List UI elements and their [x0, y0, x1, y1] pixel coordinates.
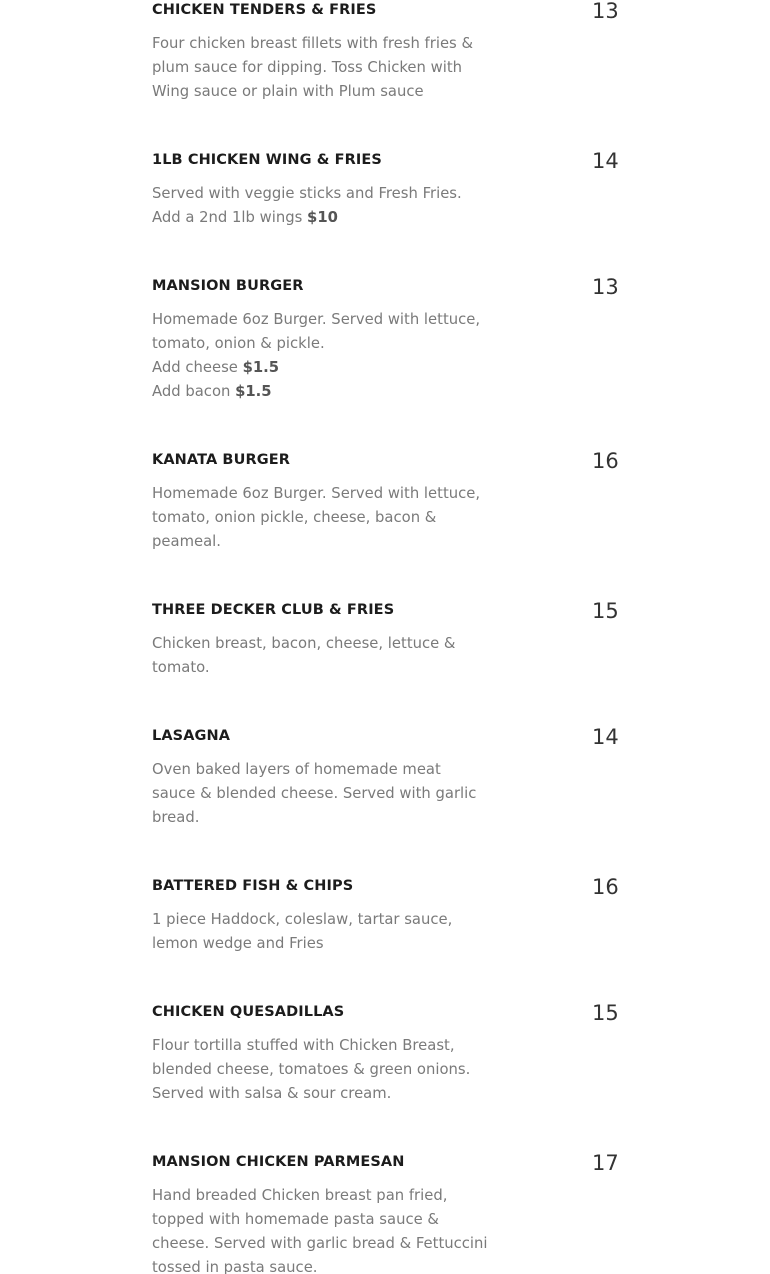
menu-item-price: 16 [592, 875, 619, 899]
description-text: Homemade 6oz Burger. Served with lettuce, [152, 485, 481, 502]
description-text: Four chicken breast fillets with fresh fries & [152, 35, 474, 52]
addon-price: $1.5 [235, 383, 272, 400]
menu-item-description [152, 308, 487, 404]
description-line [152, 932, 487, 956]
menu-item-description [152, 32, 487, 104]
description-text: peameal. [152, 533, 221, 550]
description-text: 1 piece Haddock, coleslaw, tartar sauce, [152, 911, 453, 928]
description-line [152, 1256, 487, 1274]
description-line [152, 182, 487, 206]
description-text: Flour tortilla stuffed with Chicken Breast, [152, 1037, 455, 1054]
menu-item-description [152, 1184, 487, 1274]
description-line [152, 530, 487, 554]
menu-item-name: LASAGNA [152, 728, 231, 744]
description-text: lemon wedge and Fries [152, 935, 324, 952]
description-text: Add bacon [152, 383, 236, 400]
menu-item-name: 1LB CHICKEN WING & FRIES [152, 152, 382, 168]
description-text: cheese. Served with garlic bread & Fettuccini [152, 1235, 488, 1252]
description-line [152, 80, 487, 104]
menu-item-description [152, 908, 487, 956]
description-text: Add a 2nd 1lb wings [152, 209, 308, 226]
description-text: topped with homemade pasta sauce & [152, 1211, 439, 1228]
description-text: tomato. [152, 659, 210, 676]
menu-item-name: KANATA BURGER [152, 452, 290, 468]
description-line [152, 308, 487, 332]
menu-item-price: 15 [592, 1001, 619, 1025]
description-text: tomato, onion & pickle. [152, 335, 325, 352]
menu-item-name: CHICKEN QUESADILLAS [152, 1004, 345, 1020]
description-line [152, 632, 487, 656]
menu-item-description [152, 182, 487, 230]
menu-item-name: BATTERED FISH & CHIPS [152, 878, 354, 894]
menu-item-price: 13 [592, 275, 619, 299]
description-line [152, 758, 487, 782]
description-line [152, 32, 487, 56]
menu-item-price: 17 [592, 1151, 619, 1175]
description-text: Add cheese [152, 359, 243, 376]
menu-item-description [152, 632, 487, 680]
description-text: Chicken breast, bacon, cheese, lettuce & [152, 635, 456, 652]
description-text: tomato, onion pickle, cheese, bacon & [152, 509, 437, 526]
description-text: tossed in pasta sauce. [152, 1259, 318, 1274]
description-line [152, 1082, 487, 1106]
description-text: plum sauce for dipping. Toss Chicken with [152, 59, 462, 76]
description-line [152, 506, 487, 530]
description-line [152, 206, 487, 230]
description-text: bread. [152, 809, 200, 826]
menu-item-description [152, 482, 487, 554]
menu-item-description [152, 1034, 487, 1106]
menu-item-name: CHICKEN TENDERS & FRIES [152, 2, 377, 18]
description-line [152, 1058, 487, 1082]
description-line [152, 656, 487, 680]
description-line [152, 332, 487, 356]
menu-item-name: THREE DECKER CLUB & FRIES [152, 602, 395, 618]
description-line [152, 1208, 487, 1232]
description-text: Wing sauce or plain with Plum sauce [152, 83, 424, 100]
menu-item-description [152, 758, 487, 830]
description-line [152, 1184, 487, 1208]
description-text: Served with salsa & sour cream. [152, 1085, 392, 1102]
description-line [152, 356, 487, 380]
menu-item-name: MANSION BURGER [152, 278, 304, 294]
description-line [152, 56, 487, 80]
description-line [152, 782, 487, 806]
menu-item-price: 13 [592, 0, 619, 23]
menu-item-price: 14 [592, 725, 619, 749]
menu-item-price: 14 [592, 149, 619, 173]
description-line [152, 908, 487, 932]
menu-item-name: MANSION CHICKEN PARMESAN [152, 1154, 405, 1170]
description-text: Homemade 6oz Burger. Served with lettuce, [152, 311, 481, 328]
description-text: Served with veggie sticks and Fresh Fries. [152, 185, 462, 202]
addon-price: $1.5 [242, 359, 280, 376]
description-line [152, 482, 487, 506]
description-text: Oven baked layers of homemade meat [152, 761, 441, 778]
description-line [152, 1034, 487, 1058]
description-text: blended cheese, tomatoes & green onions. [152, 1061, 471, 1078]
description-line [152, 380, 487, 404]
description-line [152, 806, 487, 830]
description-text: Hand breaded Chicken breast pan fried, [152, 1187, 448, 1204]
menu-item-price: 15 [592, 599, 619, 623]
addon-price: $10 [307, 209, 338, 226]
description-line [152, 1232, 487, 1256]
description-text: sauce & blended cheese. Served with garlic [152, 785, 477, 802]
menu-item-price: 16 [592, 449, 619, 473]
